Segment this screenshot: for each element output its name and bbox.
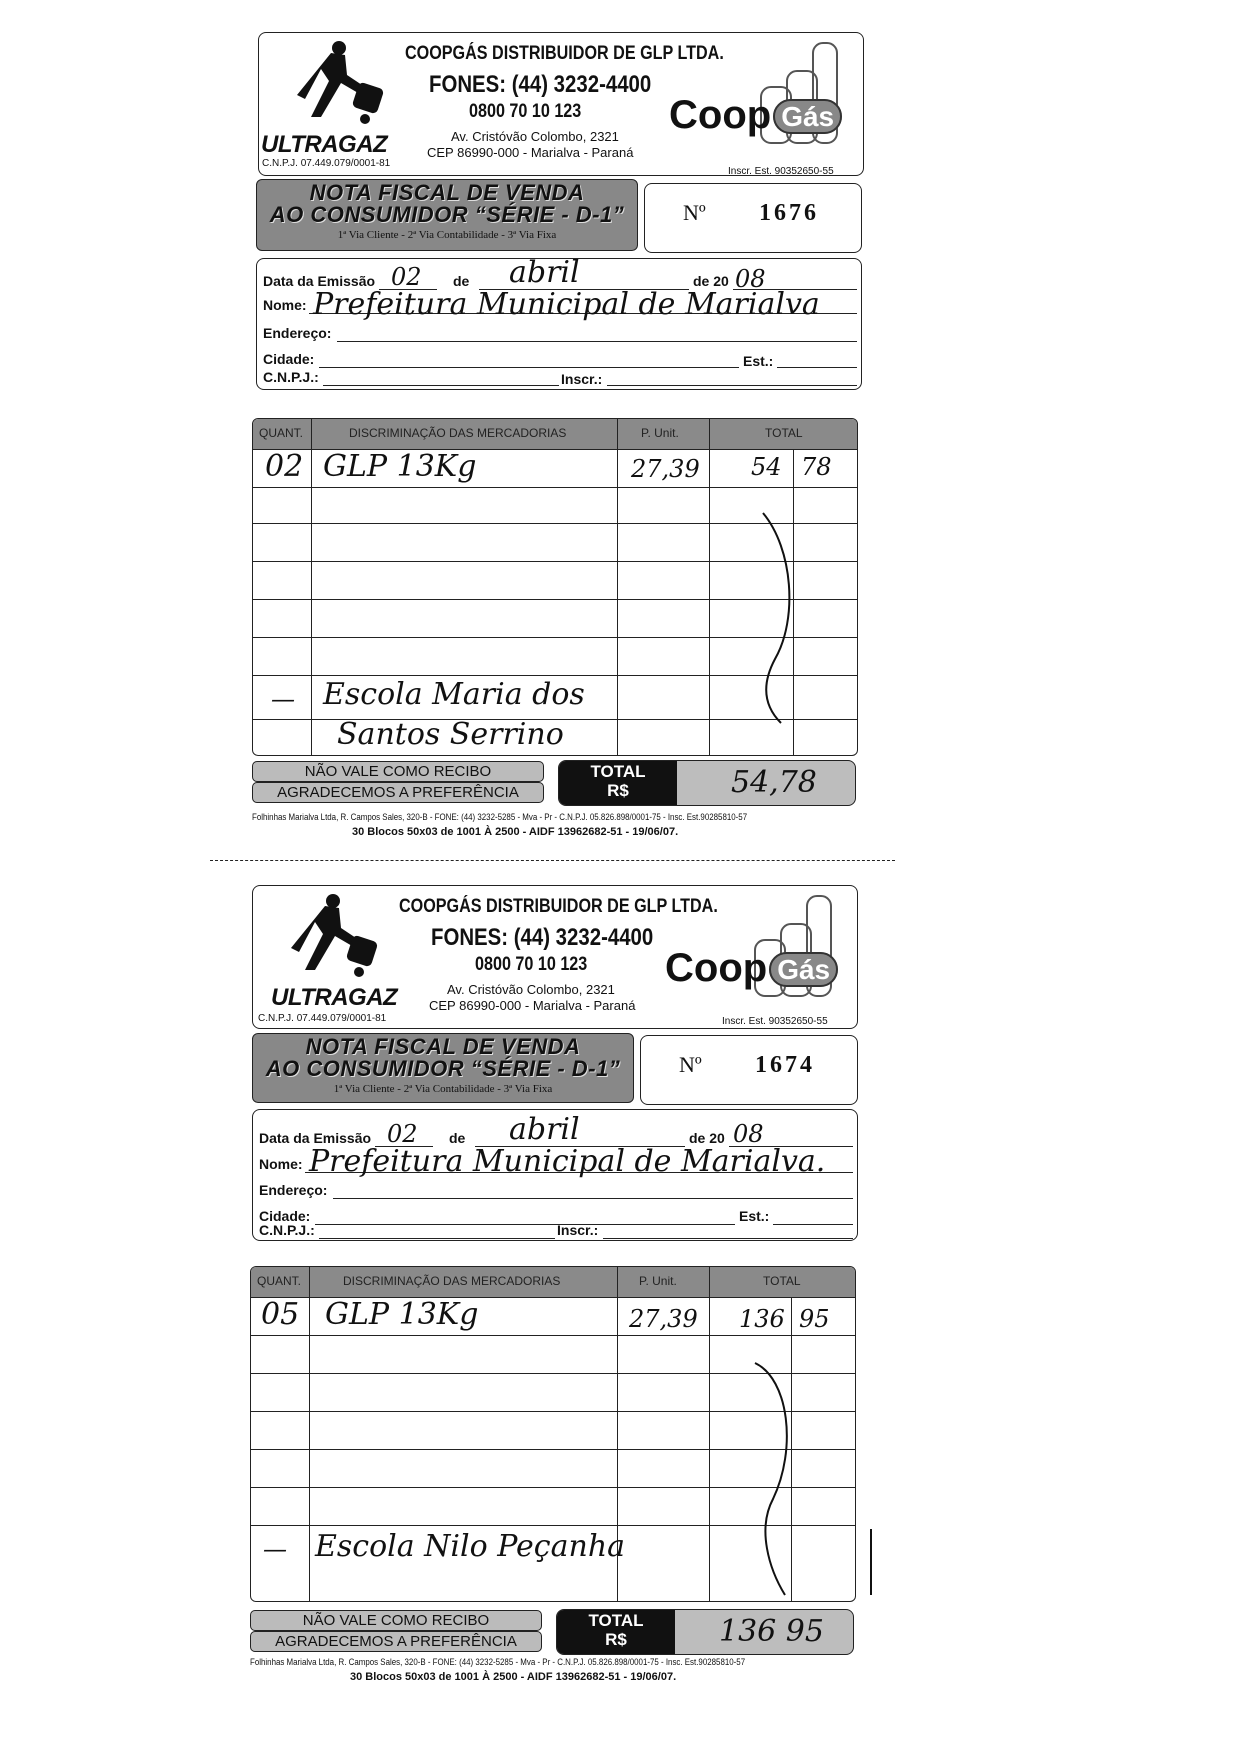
col-sep-1 <box>311 419 312 755</box>
endereco-line <box>333 1198 853 1199</box>
de-label: de <box>453 273 470 289</box>
col-quant: QUANT. <box>257 1274 302 1288</box>
endereco-label: Endereço: <box>259 1182 328 1198</box>
school-line1: Escola Nilo Peçanha <box>315 1529 626 1564</box>
grand-total-label-b: R$ <box>607 781 629 800</box>
nf-title-line3: 1ª Via Cliente - 2ª Via Contabilidade - 3ª Via Fixa <box>337 229 557 241</box>
company-header <box>252 885 858 1029</box>
coopgas-brand-a: Coop <box>669 93 772 137</box>
grand-total-label <box>559 761 677 805</box>
nome-label: Nome: <box>259 1156 303 1172</box>
margin-mark <box>870 1529 872 1595</box>
ultragaz-brand: ULTRAGAZ <box>261 131 388 158</box>
company-cnpj: C.N.P.J. 07.449.079/0001-81 <box>262 158 391 169</box>
item-total-int: 136 <box>739 1305 785 1333</box>
company-toll-free: 0800 70 10 123 <box>469 101 582 122</box>
customer-name: Prefeitura Municipal de Marialva <box>313 287 820 322</box>
date-year: 08 <box>735 265 766 293</box>
cnpj-label: C.N.P.J.: <box>259 1222 315 1238</box>
grand-total-box <box>558 760 856 806</box>
inscr-line <box>607 385 857 386</box>
grand-total-value: 136 95 <box>719 1614 824 1649</box>
col-sep-1 <box>309 1267 310 1601</box>
nf-title-box <box>252 1033 634 1103</box>
coopgas-brand-b: Gás <box>773 99 842 134</box>
col-sep-2 <box>617 419 618 755</box>
item-desc: GLP 13Kg <box>325 1297 479 1332</box>
nf-title-line1: NOTA FISCAL DE VENDA <box>309 180 585 205</box>
nf-title-line3: 1ª Via Cliente - 2ª Via Contabilidade - 3ª Via Fixa <box>333 1083 553 1095</box>
customer-name: Prefeitura Municipal de Marialva. <box>309 1144 826 1179</box>
ultragaz-logo-icon <box>275 892 385 982</box>
date-month: abril <box>509 255 580 290</box>
item-total-dec: 78 <box>801 453 832 481</box>
grand-total-value: 54,78 <box>731 765 817 800</box>
items-table <box>252 418 858 756</box>
grand-total-label <box>557 1610 675 1654</box>
company-cep: CEP 86990-000 - Marialva - Paraná <box>429 998 636 1013</box>
number-box <box>644 183 862 253</box>
item-dash: — <box>263 1535 287 1563</box>
cidade-line <box>315 1224 735 1225</box>
company-cep: CEP 86990-000 - Marialva - Paraná <box>427 145 634 160</box>
est-label: Est.: <box>739 1208 770 1224</box>
company-phones: FONES: (44) 3232-4400 <box>431 924 654 951</box>
item-dash: — <box>271 685 295 713</box>
ultragaz-brand: ULTRAGAZ <box>271 984 398 1011</box>
endereco-line <box>337 341 857 342</box>
company-name: COOPGÁS DISTRIBUIDOR DE GLP LTDA. <box>405 43 724 64</box>
date-month: abril <box>509 1112 580 1147</box>
nf-title-line1: NOTA FISCAL DE VENDA <box>305 1034 581 1059</box>
customer-form <box>256 255 862 390</box>
number-box <box>640 1035 858 1105</box>
receipt-number: 1674 <box>755 1052 815 1078</box>
receipt-number: 1676 <box>759 200 819 226</box>
row-sep-2 <box>251 1335 855 1336</box>
cnpj-label: C.N.P.J.: <box>263 369 319 385</box>
printer-aidf: 30 Blocos 50x03 de 1001 À 2500 - AIDF 13962682-51 - 19/06/07. <box>352 826 679 838</box>
customer-form <box>252 1109 858 1241</box>
grand-total-box <box>556 1609 854 1655</box>
col-quant: QUANT. <box>259 426 304 440</box>
company-name: COOPGÁS DISTRIBUIDOR DE GLP LTDA. <box>399 896 718 917</box>
company-address: Av. Cristóvão Colombo, 2321 <box>451 129 619 144</box>
date-year: 08 <box>733 1120 764 1148</box>
de-label: de <box>449 1130 466 1146</box>
coopgas-brand <box>669 93 842 138</box>
item-total-int: 54 <box>751 453 782 481</box>
number-label: Nº <box>683 200 706 225</box>
row-sep-2 <box>253 487 857 488</box>
coopgas-brand-a: Coop <box>665 946 768 990</box>
item-unit: 27,39 <box>631 455 700 483</box>
cidade-label: Cidade: <box>259 1208 311 1224</box>
nf-title-line2: AO CONSUMIDOR “SÉRIE - D-1” <box>269 202 625 227</box>
item-qty: 02 <box>265 449 304 484</box>
inscr-line <box>603 1238 853 1239</box>
school-line1: Escola Maria dos <box>323 677 585 712</box>
printer-info: Folhinhas Marialva Ltda, R. Campos Sales, 320-B - FONE: (44) 3232-5285 - Mva - Pr - C.N.P.J. 05.826.898/0001-75 - Insc. Est.90285810-57 <box>252 812 748 822</box>
items-table <box>250 1266 856 1602</box>
nf-title-box <box>256 179 638 251</box>
de20-label: de 20 <box>693 273 729 289</box>
date-label: Data da Emissão <box>263 273 376 289</box>
grand-total-label-a: TOTAL <box>588 1611 644 1630</box>
nf-title-line2: AO CONSUMIDOR “SÉRIE - D-1” <box>265 1056 621 1081</box>
company-inscr: Inscr. Est. 90352650-55 <box>722 1016 828 1027</box>
inscr-label: Inscr.: <box>557 1222 599 1238</box>
col-desc: DISCRIMINAÇÃO DAS MERCADORIAS <box>343 1274 561 1288</box>
item-total-dec: 95 <box>799 1305 830 1333</box>
number-label: Nº <box>679 1052 702 1077</box>
nome-label: Nome: <box>263 297 307 313</box>
printer-aidf: 30 Blocos 50x03 de 1001 À 2500 - AIDF 13962682-51 - 19/06/07. <box>350 1671 677 1683</box>
cnpj-line <box>323 385 559 386</box>
col-unit: P. Unit. <box>639 1274 677 1288</box>
company-inscr: Inscr. Est. 90352650-55 <box>728 166 834 177</box>
de20-label: de 20 <box>689 1130 725 1146</box>
col-sep-3 <box>709 419 710 755</box>
grand-total-label-b: R$ <box>605 1630 627 1649</box>
date-day: 02 <box>387 1120 418 1148</box>
company-address: Av. Cristóvão Colombo, 2321 <box>447 982 615 997</box>
item-qty: 05 <box>261 1297 300 1332</box>
est-line <box>773 1224 853 1225</box>
cut-line <box>210 860 895 861</box>
est-label: Est.: <box>743 353 774 369</box>
company-toll-free: 0800 70 10 123 <box>475 954 588 975</box>
item-desc: GLP 13Kg <box>323 449 477 484</box>
company-cnpj: C.N.P.J. 07.449.079/0001-81 <box>258 1013 387 1024</box>
grand-total-label-a: TOTAL <box>590 762 646 781</box>
company-header <box>258 32 864 176</box>
printer-info: Folhinhas Marialva Ltda, R. Campos Sales, 320-B - FONE: (44) 3232-5285 - Mva - Pr - C.N.P.J. 05.826.898/0001-75 - Insc. Est.90285810-57 <box>250 1657 746 1667</box>
cidade-line <box>319 367 739 368</box>
cidade-label: Cidade: <box>263 351 315 367</box>
date-day: 02 <box>391 263 422 291</box>
inscr-label: Inscr.: <box>561 371 603 387</box>
col-sep-3 <box>709 1267 710 1601</box>
item-unit: 27,39 <box>629 1305 698 1333</box>
coopgas-brand <box>665 946 838 991</box>
col-desc: DISCRIMINAÇÃO DAS MERCADORIAS <box>349 426 567 440</box>
col-total: TOTAL <box>765 426 803 440</box>
nao-vale-pill: NÃO VALE COMO RECIBO <box>252 761 544 782</box>
agradecemos-pill: AGRADECEMOS A PREFERÊNCIA <box>250 1631 542 1652</box>
col-total: TOTAL <box>763 1274 801 1288</box>
bracket-mark-icon <box>751 1359 801 1599</box>
col-unit: P. Unit. <box>641 426 679 440</box>
agradecemos-pill: AGRADECEMOS A PREFERÊNCIA <box>252 782 544 803</box>
cnpj-line <box>319 1238 555 1239</box>
est-line <box>777 367 857 368</box>
school-line2: Santos Serrino <box>337 717 564 752</box>
bracket-mark-icon <box>753 509 803 729</box>
ultragaz-logo-icon <box>281 39 391 129</box>
date-label: Data da Emissão <box>259 1130 372 1146</box>
nao-vale-pill: NÃO VALE COMO RECIBO <box>250 1610 542 1631</box>
company-phones: FONES: (44) 3232-4400 <box>429 71 652 98</box>
endereco-label: Endereço: <box>263 325 332 341</box>
coopgas-brand-b: Gás <box>769 952 838 987</box>
